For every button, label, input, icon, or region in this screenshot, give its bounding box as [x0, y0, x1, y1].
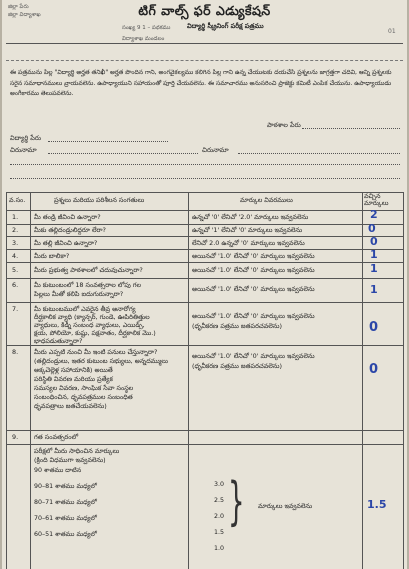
grade-option-3: 80–71 శాతము మధ్యలో [34, 499, 97, 506]
row-7-question-line-3: వ్యాధులు, కిడ్నీ సంబంధ వ్యాధులు, ఎయిడ్స్, [34, 321, 145, 329]
row-8-question-line-2: (తల్లిదండ్రులు, ఇతర కుటుంబ సభ్యులు, అన్నదమ్ములు [34, 357, 168, 365]
row-8-detail-line-1: అయినచో '1.0' లేనిచో '0' మార్కులు ఇవ్వవలెను [192, 352, 315, 360]
row-1-mark: 2 [370, 208, 378, 221]
row-6-no: 6. [12, 281, 19, 289]
row-9-no: 9. [12, 433, 19, 441]
grade-detail: మార్కులు ఇవ్వవలెను [258, 502, 313, 510]
row-9-question-line-3: (క్రింది విధముగా ఇవ్వవలెను) [34, 456, 106, 464]
row-7-question-line-2: దీర్ఘకాలిక వ్యాధి (క్యాన్సర్, గుండె, ఊపిరితిత్తుల [34, 313, 150, 321]
grade-option-1: 90 శాతము దాటిన [34, 467, 82, 474]
grade-value-2: 2.5 [214, 497, 225, 504]
row-5-no: 5. [12, 266, 19, 274]
grade-option-5: 60–51 శాతము మధ్యలో [34, 531, 97, 538]
row-6-question-line-2: పిల్లలు మీతో కలిపి ఐదుగురున్నారా? [34, 290, 124, 298]
row-9-question-line-1: గత సంవత్సరంలో [34, 433, 79, 441]
header-small-3: విద్యాశాఖ మండలం [122, 36, 165, 42]
student-label: విద్యార్థి పేరు [10, 134, 42, 142]
grade-option-2: 90–81 శాతము మధ్యలో [34, 483, 97, 490]
row-8-question-line-7: ధృవపత్రాలు జతచేయవలెను) [34, 402, 107, 410]
school-label: పాఠశాల పేరు [267, 121, 301, 129]
row-6-question-line-1: మీ కుటుంబంలో 18 సంవత్సరాల లోపు గల [34, 281, 142, 289]
row-8-question-line-4: పరిస్థితి వివరణ మరియు ప్రత్యేక [34, 375, 113, 383]
row-3-mark: 0 [370, 235, 378, 248]
row-8-question-line-1: మీరు ఎప్పటి నుంచి మీ ఇంటి పనులు చేస్తున్నారా? [34, 348, 158, 356]
form-subtitle: విద్యార్థి స్క్రీనింగ్ పరీక్ష పత్రము [187, 22, 264, 30]
row-8-question-line-6: సంబంధించిన, ధృవపత్రముల సంబంధిత [34, 393, 133, 401]
col-header-no: వ.సం. [9, 196, 26, 204]
row-5-detail: అయినచో '1.0' లేనిచో '0' మార్కులు ఇవ్వవలెను [192, 266, 315, 274]
col-header-question: ప్రశ్నలు మరియు పరిశీలన సంగతులు [54, 196, 145, 204]
grade-value-1: 3.0 [214, 481, 225, 488]
address-label-2: చిరునామా [202, 146, 229, 154]
row-9-mark: 1.5 [367, 498, 387, 511]
row-8-detail-line-2: (ధృవీకరణ పత్రము జతపరచవలెను) [192, 362, 282, 370]
row-1-no: 1. [12, 213, 19, 221]
row-4-detail: అయినచో '1.0' లేనిచో '0' మార్కులు ఇవ్వవలెను [192, 252, 315, 260]
row-2-mark: 0 [368, 222, 376, 235]
brace-glyph: } [228, 472, 245, 532]
row-3-detail: లేనిచో 2.0 ఉన్నచో '0' మార్కులు ఇవ్వవలెను [192, 239, 305, 247]
grade-option-4: 70–61 శాతము మధ్యలో [34, 515, 97, 522]
row-3-question: మీ తల్లి జీవించి ఉన్నారా? [34, 239, 98, 247]
instructions-paragraph: ఈ పత్రమును పిల్ల "విద్యార్థి అర్హత తనిఖీ" అర్హత పొందిన గాని, అంగవైకల్యము కలిగిన పిల్ల గాని ఉన్న చేయుటకు దయచేసి ప్రశ్నలను జాగ్రత్తగా చదివి, ఆన్ని ప్రశ్నలకు సరైన సమాధానములు వ్రాయవలెను. ఉపాధ్యాయుని సహాయంతో పూర్తి చేయవలెను. ఈ సమాచారము అనుసరించి ప్రాజెక్టు కమిటీ ఎంపిక చేయును. ఉపాధ్యాయుడు అంగీకారము తెలుపవలెను. [10, 69, 392, 97]
corner-sublabel: జిల్లా విద్యాశాఖ [8, 12, 41, 18]
row-4-mark: 1 [370, 248, 378, 261]
page-stamp: 01 [388, 28, 396, 35]
address-label: చిరునామా [10, 146, 37, 154]
grade-value-5: 1.0 [214, 545, 225, 552]
row-8-mark: 0 [369, 362, 379, 377]
row-7-detail-line-1: అయినచో '1.0' లేనిచో '0' మార్కులు ఇవ్వవలెను [192, 312, 315, 320]
row-6-detail: అయినచో '1.0' లేనిచో '0' మార్కులు ఇవ్వవలెను [192, 285, 315, 293]
row-7-question-line-1: మీ కుటుంబములో ఎవరైన తీవ్ర అనారోగ్య [34, 305, 136, 313]
row-7-mark: 0 [369, 320, 379, 335]
row-8-no: 8. [12, 348, 19, 356]
row-3-no: 3. [12, 239, 19, 247]
row-6-mark: 1 [370, 283, 378, 296]
corner-label: జిల్లా పేరు [8, 4, 29, 10]
row-7-question-line-5: భాధపడుతున్నారా? [34, 337, 83, 345]
row-4-question: మీరు బాలికా? [34, 252, 70, 260]
row-1-detail: ఉన్నచో '0' లేనిచో '2.0' మార్కులు ఇవ్వవలెను [192, 213, 309, 221]
page-title: టిగ్ వాల్స్ ఫర్ ఎడ్యుకేషన్ [138, 3, 271, 18]
row-2-detail: ఉన్నచో '1' లేనిచో '0' మార్కులు ఇవ్వవలెను [192, 226, 303, 234]
row-7-detail-line-2: (ధృవీకరణ పత్రము జతపరచవలెను) [192, 322, 282, 330]
scanned-form [2, 0, 407, 569]
row-8-question-line-3: అక్కచెల్లెళ్ల సహాయానికి) అయితే [34, 366, 113, 374]
grade-value-4: 1.5 [214, 529, 225, 536]
col-header-marks: వచ్చిన మార్కులు [364, 192, 389, 207]
header-small-1: సంఖ్య 9 1 – పథకము [122, 25, 171, 31]
col-header-detail: మార్కుల వివరములు [240, 196, 293, 204]
row-7-question-line-4: క్షయ, పోలియో, కుష్టు, పక్షవాతం, దీర్ఘకాలిక మొ.) [34, 329, 156, 337]
row-1-question: మీ తండ్రి జీవించి ఉన్నారా? [34, 213, 101, 221]
row-8-question-line-5: సమస్యల వివరణ, సాంఘిక సేవా సంస్థల [34, 384, 134, 392]
row-5-question: మీరు ప్రభుత్వ పాఠశాలలో చదువుచున్నారా? [34, 266, 143, 274]
row-7-no: 7. [12, 305, 19, 313]
row-2-question: మీకు తల్లిదండ్రులిద్దరూ లేరా? [34, 226, 106, 234]
row-2-no: 2. [12, 226, 19, 234]
row-9-question-line-2: పరీక్షలో మీరు సాధించిన మార్కులు [34, 447, 120, 455]
row-4-no: 4. [12, 252, 19, 260]
row-5-mark: 1 [370, 262, 378, 275]
grade-value-3: 2.0 [214, 513, 225, 520]
